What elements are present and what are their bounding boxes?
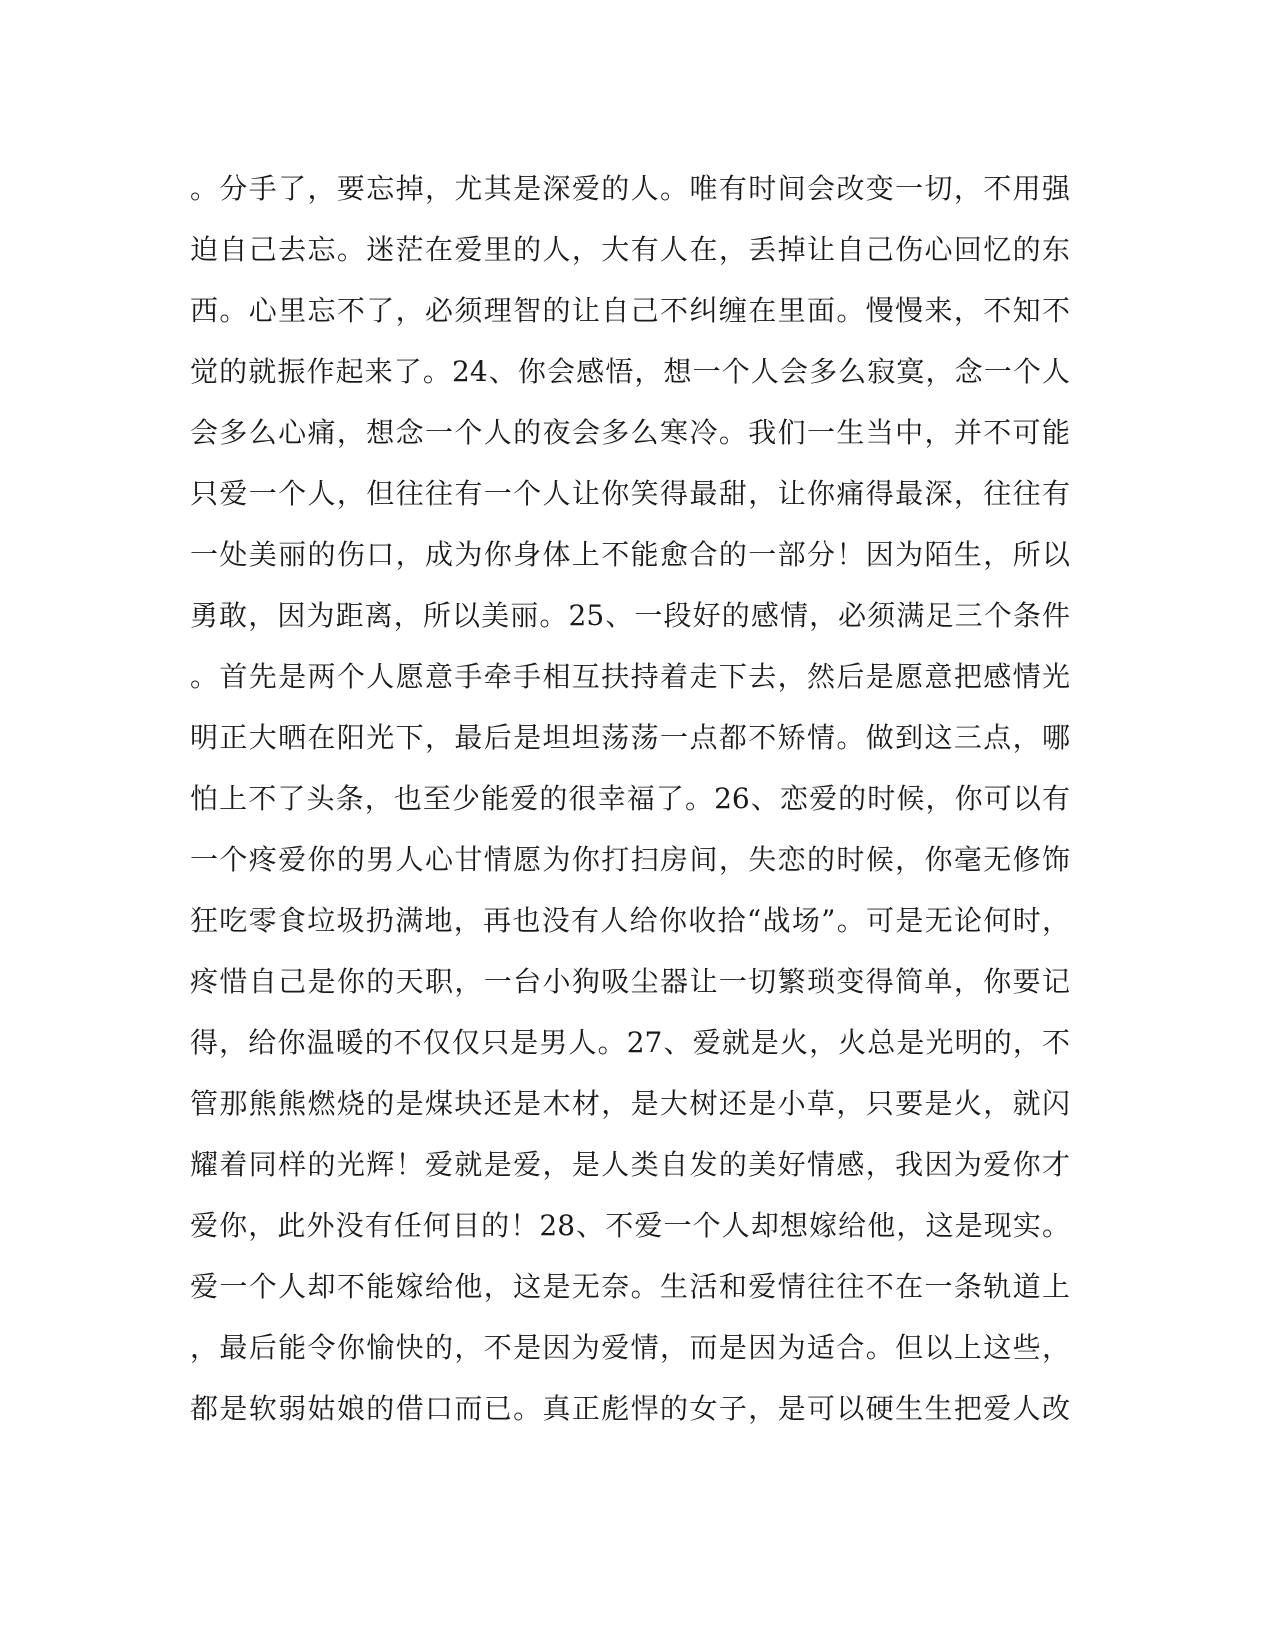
text-line: 怕上不了头条，也至少能爱的很幸福了。26、恋爱的时候，你可以有 <box>190 782 1070 815</box>
text-line: 耀着同样的光辉！爱就是爱，是人类自发的美好情感，我因为爱你才 <box>190 1148 1070 1181</box>
text-line: 会多么心痛，想念一个人的夜会多么寒冷。我们一生当中，并不可能 <box>190 416 1070 449</box>
text-line: 狂吃零食垃圾扔满地，再也没有人给你收拾“战场”。可是无论何时， <box>190 904 1070 937</box>
text-line: 明正大晒在阳光下，最后是坦坦荡荡一点都不矫情。做到这三点，哪 <box>190 721 1070 754</box>
text-line: ，最后能令你愉快的，不是因为爱情，而是因为适合。但以上这些， <box>190 1331 1070 1364</box>
text-line: 迫自己去忘。迷茫在爱里的人，大有人在，丢掉让自己伤心回忆的东 <box>190 233 1070 266</box>
text-line: 得，给你温暖的不仅仅只是男人。27、爱就是火，火总是光明的，不 <box>190 1026 1070 1059</box>
text-line: 。分手了，要忘掉，尤其是深爱的人。唯有时间会改变一切，不用强 <box>190 172 1070 205</box>
text-line: 只爱一个人，但往往有一个人让你笑得最甜，让你痛得最深，往往有 <box>190 477 1070 510</box>
text-line: 勇敢，因为距离，所以美丽。25、一段好的感情，必须满足三个条件 <box>190 599 1070 632</box>
text-line: 。首先是两个人愿意手牵手相互扶持着走下去，然后是愿意把感情光 <box>190 660 1070 693</box>
text-line: 一处美丽的伤口，成为你身体上不能愈合的一部分！因为陌生，所以 <box>190 538 1070 571</box>
body-text <box>190 158 1070 1439</box>
text-line: 爱你，此外没有任何目的！28、不爱一个人却想嫁给他，这是现实。 <box>190 1209 1070 1242</box>
text-line: 爱一个人却不能嫁给他，这是无奈。生活和爱情往往不在一条轨道上 <box>190 1270 1070 1303</box>
text-line: 西。心里忘不了，必须理智的让自己不纠缠在里面。慢慢来，不知不 <box>190 294 1070 327</box>
text-line: 一个疼爱你的男人心甘情愿为你打扫房间，失恋的时候，你毫无修饰 <box>190 843 1070 876</box>
text-line: 觉的就振作起来了。24、你会感悟，想一个人会多么寂寞，念一个人 <box>190 355 1070 388</box>
text-line: 疼惜自己是你的天职，一台小狗吸尘器让一切繁琐变得简单，你要记 <box>190 965 1070 998</box>
text-line: 都是软弱姑娘的借口而已。真正彪悍的女子，是可以硬生生把爱人改 <box>190 1392 1070 1425</box>
text-line: 管那熊熊燃烧的是煤块还是木材，是大树还是小草，只要是火，就闪 <box>190 1087 1070 1120</box>
